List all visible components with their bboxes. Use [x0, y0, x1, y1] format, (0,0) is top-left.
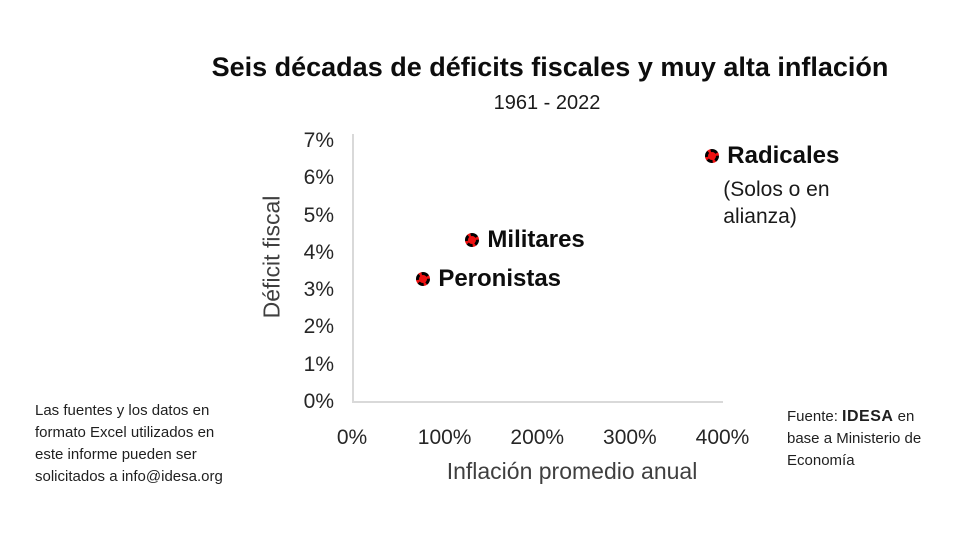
y-tick-label: 0%	[303, 390, 334, 413]
y-tick-label: 2%	[303, 315, 334, 339]
y-tick-label: 5%	[303, 203, 334, 227]
data-point-sublabel: (Solos o en alianza)	[723, 177, 830, 228]
chart-subtitle: 1961 - 2022	[493, 92, 601, 114]
data-point-marker	[705, 149, 719, 163]
chart-title: Seis décadas de déficits fiscales y muy alta inflación	[211, 52, 889, 82]
footer-note-line: Las fuentes y los datos en	[35, 402, 210, 419]
y-tick-label: 3%	[303, 278, 334, 302]
data-point-marker	[465, 233, 479, 247]
footer-note-line: solicitados a info@idesa.org	[35, 468, 223, 485]
footer-source-line	[787, 406, 921, 428]
y-tick-label: 4%	[303, 240, 334, 264]
footer-source-line: Economía	[787, 452, 855, 469]
source-brand: IDESA	[842, 408, 894, 425]
footer-note-line: formato Excel utilizados en	[35, 424, 215, 441]
source-prefix: Fuente:	[787, 408, 843, 425]
data-point-label: Peronistas	[438, 264, 562, 292]
x-tick-label: 200%	[510, 426, 565, 449]
y-tick-label: 1%	[303, 352, 334, 376]
data-point-label: Radicales	[727, 141, 840, 169]
footer-source	[787, 406, 921, 472]
y-tick-label: 7%	[303, 128, 334, 152]
data-point-marker	[416, 272, 430, 286]
footer-note	[35, 400, 223, 488]
footer-source-line: base a Ministerio de	[787, 430, 922, 447]
y-axis-title: Déficit fiscal	[258, 195, 285, 319]
x-tick-label: 0%	[336, 426, 368, 449]
source-suffix: en	[893, 408, 915, 425]
x-tick-label: 100%	[417, 426, 472, 449]
y-tick-label: 6%	[303, 166, 334, 190]
x-tick-label: 300%	[603, 426, 657, 449]
footer-note-line: este informe pueden ser	[35, 446, 197, 463]
x-tick-label: 400%	[695, 426, 750, 449]
data-point-label: Militares	[487, 225, 585, 253]
x-axis-title: Inflación promedio anual	[446, 458, 698, 484]
